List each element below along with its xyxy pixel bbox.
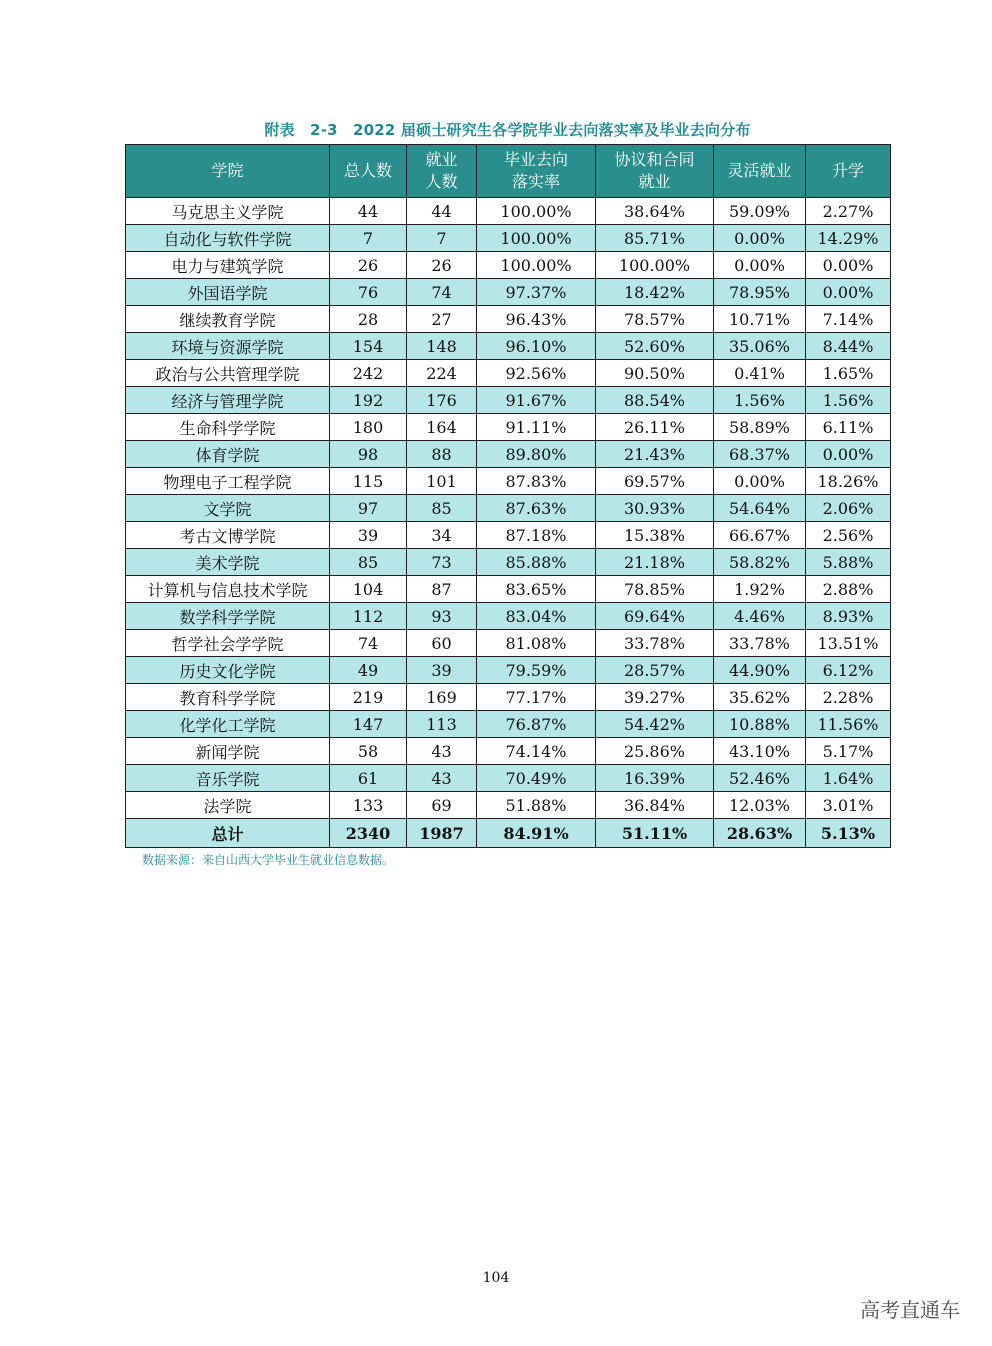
col-header-rate: 毕业去向 落实率 — [477, 145, 596, 198]
cell-further-study: 2.88% — [806, 576, 891, 603]
cell-flexible: 33.78% — [714, 630, 806, 657]
table-row — [126, 279, 891, 306]
cell-total: 97 — [330, 495, 407, 522]
source-note: 数据来源：来自山西大学毕业生就业信息数据。 — [142, 853, 395, 867]
cell-contract: 69.57% — [596, 468, 714, 495]
cell-total: 112 — [330, 603, 407, 630]
table-row — [126, 198, 891, 225]
cell-total: 154 — [330, 333, 407, 360]
cell-rate: 83.65% — [477, 576, 596, 603]
cell-college: 法学院 — [126, 792, 330, 819]
cell-rate: 96.10% — [477, 333, 596, 360]
cell-contract: 25.86% — [596, 738, 714, 765]
cell-contract: 39.27% — [596, 684, 714, 711]
cell-employed: 93 — [407, 603, 477, 630]
cell-college: 自动化与软件学院 — [126, 225, 330, 252]
cell-further-study: 2.27% — [806, 198, 891, 225]
cell-further-study: 8.44% — [806, 333, 891, 360]
cell-rate: 87.18% — [477, 522, 596, 549]
cell-contract: 78.57% — [596, 306, 714, 333]
cell-college: 电力与建筑学院 — [126, 252, 330, 279]
cell-rate: 83.04% — [477, 603, 596, 630]
cell-college: 教育科学学院 — [126, 684, 330, 711]
cell-flexible: 0.00% — [714, 225, 806, 252]
watermark: 高考直通车 — [860, 1298, 960, 1322]
cell-employed: 148 — [407, 333, 477, 360]
cell-rate: 85.88% — [477, 549, 596, 576]
cell-total: 104 — [330, 576, 407, 603]
cell-college: 经济与管理学院 — [126, 387, 330, 414]
cell-employed: 34 — [407, 522, 477, 549]
cell-further-study: 1.65% — [806, 360, 891, 387]
cell-rate: 74.14% — [477, 738, 596, 765]
cell-flexible: 0.00% — [714, 252, 806, 279]
cell-flexible: 0.00% — [714, 468, 806, 495]
cell-rate: 87.63% — [477, 495, 596, 522]
cell-college: 计算机与信息技术学院 — [126, 576, 330, 603]
cell-total: 242 — [330, 360, 407, 387]
cell-flexible: 68.37% — [714, 441, 806, 468]
cell-employed: 164 — [407, 414, 477, 441]
cell-total: 147 — [330, 711, 407, 738]
cell-rate: 100.00% — [477, 225, 596, 252]
table-row — [126, 495, 891, 522]
table-row — [126, 360, 891, 387]
cell-college: 美术学院 — [126, 549, 330, 576]
cell-employed: 113 — [407, 711, 477, 738]
cell-rate: 92.56% — [477, 360, 596, 387]
cell-further-study: 1.56% — [806, 387, 891, 414]
totals-contract: 51.11% — [596, 819, 714, 848]
cell-flexible: 10.71% — [714, 306, 806, 333]
cell-rate: 81.08% — [477, 630, 596, 657]
cell-contract: 88.54% — [596, 387, 714, 414]
cell-flexible: 35.62% — [714, 684, 806, 711]
cell-further-study: 6.12% — [806, 657, 891, 684]
cell-contract: 33.78% — [596, 630, 714, 657]
col-header-flexible: 灵活就业 — [714, 145, 806, 198]
cell-college: 马克思主义学院 — [126, 198, 330, 225]
cell-contract: 78.85% — [596, 576, 714, 603]
cell-college: 政治与公共管理学院 — [126, 360, 330, 387]
table-row — [126, 225, 891, 252]
cell-employed: 44 — [407, 198, 477, 225]
cell-total: 49 — [330, 657, 407, 684]
cell-total: 219 — [330, 684, 407, 711]
cell-total: 76 — [330, 279, 407, 306]
page-number: 104 — [482, 1270, 510, 1286]
cell-rate: 51.88% — [477, 792, 596, 819]
cell-flexible: 66.67% — [714, 522, 806, 549]
cell-college: 化学化工学院 — [126, 711, 330, 738]
cell-further-study: 18.26% — [806, 468, 891, 495]
cell-further-study: 0.00% — [806, 279, 891, 306]
table-row — [126, 603, 891, 630]
cell-rate: 70.49% — [477, 765, 596, 792]
cell-employed: 176 — [407, 387, 477, 414]
cell-college: 新闻学院 — [126, 738, 330, 765]
table-row — [126, 792, 891, 819]
cell-employed: 101 — [407, 468, 477, 495]
cell-further-study: 5.17% — [806, 738, 891, 765]
cell-employed: 43 — [407, 738, 477, 765]
cell-total: 58 — [330, 738, 407, 765]
table-row — [126, 522, 891, 549]
table-row — [126, 306, 891, 333]
cell-contract: 21.18% — [596, 549, 714, 576]
cell-contract: 26.11% — [596, 414, 714, 441]
cell-college: 环境与资源学院 — [126, 333, 330, 360]
totals-label: 总计 — [126, 819, 330, 848]
totals-row — [126, 819, 891, 848]
cell-rate: 91.67% — [477, 387, 596, 414]
cell-flexible: 78.95% — [714, 279, 806, 306]
cell-rate: 100.00% — [477, 198, 596, 225]
cell-further-study: 7.14% — [806, 306, 891, 333]
cell-contract: 15.38% — [596, 522, 714, 549]
cell-flexible: 0.41% — [714, 360, 806, 387]
cell-contract: 38.64% — [596, 198, 714, 225]
cell-total: 39 — [330, 522, 407, 549]
table-row — [126, 711, 891, 738]
table-row — [126, 468, 891, 495]
cell-college: 生命科学学院 — [126, 414, 330, 441]
cell-college: 体育学院 — [126, 441, 330, 468]
cell-total: 192 — [330, 387, 407, 414]
cell-college: 考古文博学院 — [126, 522, 330, 549]
cell-contract: 90.50% — [596, 360, 714, 387]
cell-flexible: 58.89% — [714, 414, 806, 441]
cell-rate: 89.80% — [477, 441, 596, 468]
cell-contract: 28.57% — [596, 657, 714, 684]
table-caption: 附表 2-3 2022 届硕士研究生各学院毕业去向落实率及毕业去向分布 — [264, 121, 751, 139]
cell-rate: 97.37% — [477, 279, 596, 306]
cell-total: 7 — [330, 225, 407, 252]
cell-employed: 88 — [407, 441, 477, 468]
cell-further-study: 1.64% — [806, 765, 891, 792]
cell-employed: 73 — [407, 549, 477, 576]
cell-rate: 87.83% — [477, 468, 596, 495]
cell-total: 85 — [330, 549, 407, 576]
cell-employed: 224 — [407, 360, 477, 387]
cell-flexible: 12.03% — [714, 792, 806, 819]
cell-contract: 85.71% — [596, 225, 714, 252]
cell-total: 61 — [330, 765, 407, 792]
cell-employed: 60 — [407, 630, 477, 657]
cell-contract: 30.93% — [596, 495, 714, 522]
cell-college: 继续教育学院 — [126, 306, 330, 333]
cell-further-study: 3.01% — [806, 792, 891, 819]
cell-contract: 16.39% — [596, 765, 714, 792]
table-row — [126, 441, 891, 468]
cell-rate: 96.43% — [477, 306, 596, 333]
cell-flexible: 1.56% — [714, 387, 806, 414]
col-header-employed: 就业 人数 — [407, 145, 477, 198]
table-row — [126, 549, 891, 576]
cell-contract: 69.64% — [596, 603, 714, 630]
cell-further-study: 0.00% — [806, 252, 891, 279]
cell-rate: 91.11% — [477, 414, 596, 441]
cell-total: 28 — [330, 306, 407, 333]
cell-contract: 21.43% — [596, 441, 714, 468]
cell-contract: 36.84% — [596, 792, 714, 819]
col-header-contract: 协议和合同 就业 — [596, 145, 714, 198]
table-row — [126, 738, 891, 765]
cell-total: 98 — [330, 441, 407, 468]
cell-employed: 39 — [407, 657, 477, 684]
cell-employed: 169 — [407, 684, 477, 711]
cell-total: 133 — [330, 792, 407, 819]
col-header-college: 学院 — [126, 145, 330, 198]
cell-flexible: 10.88% — [714, 711, 806, 738]
col-header-further-study: 升学 — [806, 145, 891, 198]
cell-employed: 26 — [407, 252, 477, 279]
cell-contract: 18.42% — [596, 279, 714, 306]
table-row — [126, 333, 891, 360]
cell-flexible: 52.46% — [714, 765, 806, 792]
col-header-total: 总人数 — [330, 145, 407, 198]
cell-contract: 52.60% — [596, 333, 714, 360]
cell-college: 数学科学学院 — [126, 603, 330, 630]
cell-college: 音乐学院 — [126, 765, 330, 792]
cell-further-study: 14.29% — [806, 225, 891, 252]
cell-further-study: 5.88% — [806, 549, 891, 576]
table-row — [126, 657, 891, 684]
cell-flexible: 35.06% — [714, 333, 806, 360]
totals-employed: 1987 — [407, 819, 477, 848]
cell-employed: 7 — [407, 225, 477, 252]
cell-further-study: 2.56% — [806, 522, 891, 549]
cell-total: 44 — [330, 198, 407, 225]
totals-total: 2340 — [330, 819, 407, 848]
cell-employed: 85 — [407, 495, 477, 522]
cell-total: 180 — [330, 414, 407, 441]
cell-rate: 76.87% — [477, 711, 596, 738]
cell-further-study: 6.11% — [806, 414, 891, 441]
totals-further-study: 5.13% — [806, 819, 891, 848]
cell-flexible: 54.64% — [714, 495, 806, 522]
cell-contract: 54.42% — [596, 711, 714, 738]
cell-college: 文学院 — [126, 495, 330, 522]
cell-total: 115 — [330, 468, 407, 495]
cell-employed: 87 — [407, 576, 477, 603]
cell-flexible: 59.09% — [714, 198, 806, 225]
cell-rate: 100.00% — [477, 252, 596, 279]
cell-college: 物理电子工程学院 — [126, 468, 330, 495]
cell-further-study: 2.28% — [806, 684, 891, 711]
cell-college: 哲学社会学学院 — [126, 630, 330, 657]
cell-employed: 27 — [407, 306, 477, 333]
graduate-destination-table — [125, 144, 891, 848]
cell-further-study: 13.51% — [806, 630, 891, 657]
cell-flexible: 43.10% — [714, 738, 806, 765]
table-row — [126, 387, 891, 414]
cell-further-study: 0.00% — [806, 441, 891, 468]
table-row — [126, 414, 891, 441]
cell-flexible: 4.46% — [714, 603, 806, 630]
header-row — [126, 145, 891, 198]
cell-college: 外国语学院 — [126, 279, 330, 306]
cell-further-study: 11.56% — [806, 711, 891, 738]
cell-employed: 43 — [407, 765, 477, 792]
cell-further-study: 8.93% — [806, 603, 891, 630]
cell-flexible: 44.90% — [714, 657, 806, 684]
cell-contract: 100.00% — [596, 252, 714, 279]
table-row — [126, 765, 891, 792]
table-row — [126, 630, 891, 657]
cell-total: 74 — [330, 630, 407, 657]
cell-further-study: 2.06% — [806, 495, 891, 522]
table-row — [126, 684, 891, 711]
cell-flexible: 58.82% — [714, 549, 806, 576]
cell-flexible: 1.92% — [714, 576, 806, 603]
table-row — [126, 576, 891, 603]
cell-employed: 74 — [407, 279, 477, 306]
cell-rate: 77.17% — [477, 684, 596, 711]
table-row — [126, 252, 891, 279]
totals-rate: 84.91% — [477, 819, 596, 848]
totals-flexible: 28.63% — [714, 819, 806, 848]
cell-rate: 79.59% — [477, 657, 596, 684]
cell-college: 历史文化学院 — [126, 657, 330, 684]
cell-employed: 69 — [407, 792, 477, 819]
cell-total: 26 — [330, 252, 407, 279]
